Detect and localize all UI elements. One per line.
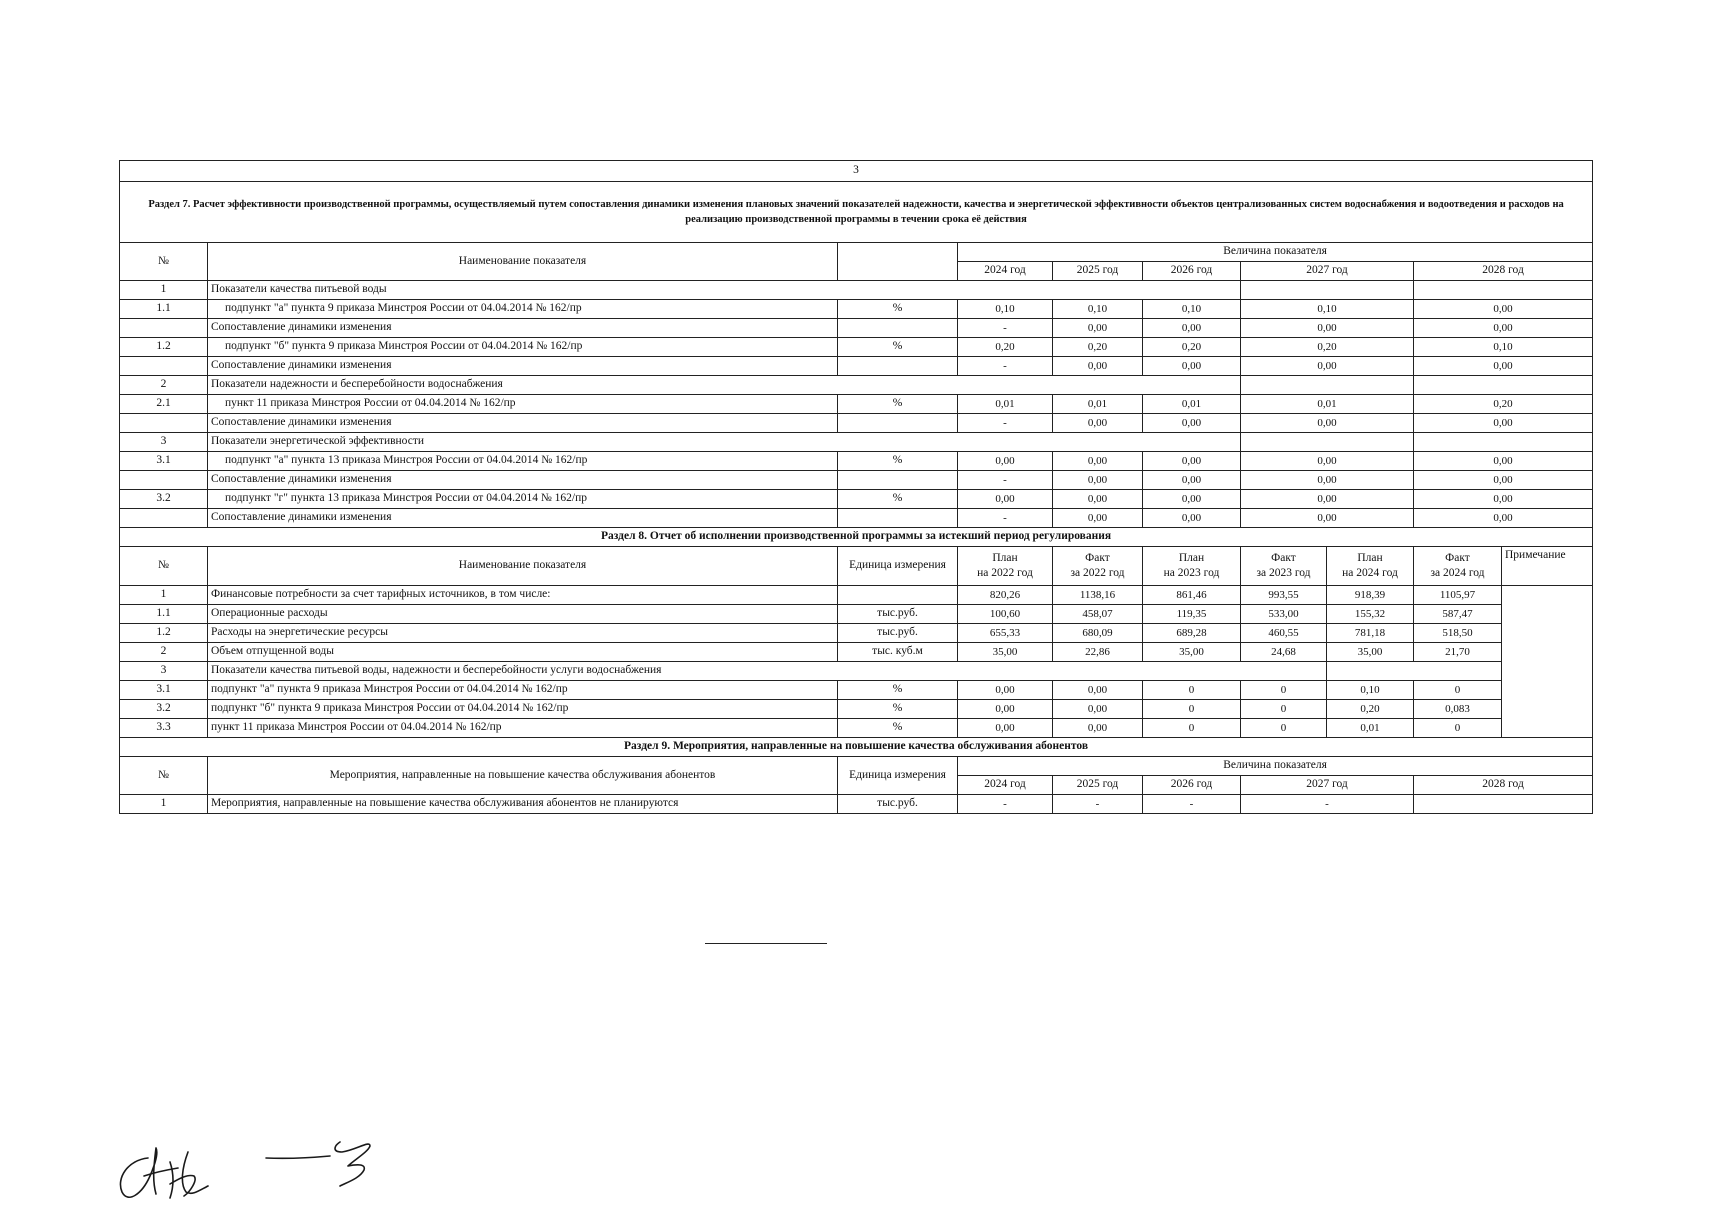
value-cell: 1138,16	[1053, 586, 1143, 605]
value-cell: 0,00	[1053, 357, 1143, 376]
value-cell: 0,00	[1053, 414, 1143, 433]
note-cell	[1502, 586, 1593, 738]
value-cell: 0	[1143, 681, 1241, 700]
indicator-name: подпункт "а" пункта 9 приказа Минстроя России от 04.04.2014 № 162/пр	[208, 300, 838, 319]
period-year: за 2022 год	[1070, 567, 1125, 579]
unit-cell	[838, 357, 958, 376]
unit-cell	[838, 319, 958, 338]
value-cell: 119,35	[1143, 605, 1241, 624]
value-cell: 0	[1143, 719, 1241, 738]
row-number	[120, 414, 208, 433]
value-cell: 0,00	[958, 700, 1053, 719]
indicator-row	[120, 300, 1593, 319]
indicator-name: пункт 11 приказа Минстроя России от 04.04.2014 № 162/пр	[208, 719, 838, 738]
value-cell: 533,00	[1241, 605, 1327, 624]
value-cell: 820,26	[958, 586, 1053, 605]
signature-1-stroke	[120, 1148, 208, 1198]
value-cell: 0,00	[1414, 300, 1593, 319]
row-number: 1.1	[120, 605, 208, 624]
indicator-row	[120, 490, 1593, 509]
value-cell: 0,00	[1241, 414, 1414, 433]
row-number: 3.2	[120, 700, 208, 719]
indicator-name: подпункт "б" пункта 9 приказа Минстроя России от 04.04.2014 № 162/пр	[208, 338, 838, 357]
unit-cell: %	[838, 700, 958, 719]
value-cell: 0	[1414, 681, 1502, 700]
value-cell: 0	[1241, 700, 1327, 719]
section-8-title-row	[120, 528, 1593, 547]
year-header: 2024 год	[958, 262, 1053, 281]
period-kind: План	[1357, 552, 1383, 565]
value-cell: 0,01	[958, 395, 1053, 414]
value-cell: 0,00	[958, 719, 1053, 738]
period-header	[1241, 547, 1327, 586]
value-cell: 0,01	[1053, 395, 1143, 414]
value-cell: 0,00	[1143, 490, 1241, 509]
value-cell: 0,00	[1143, 414, 1241, 433]
year-header: 2025 год	[1053, 776, 1143, 795]
value-cell: 0,00	[1143, 509, 1241, 528]
value-cell: 587,47	[1414, 605, 1502, 624]
report-row	[120, 719, 1593, 738]
indicator-row	[120, 414, 1593, 433]
value-cell: 0,20	[1414, 395, 1593, 414]
value-cell: 0,01	[1327, 719, 1414, 738]
empty-cell	[1414, 281, 1593, 300]
report-row	[120, 681, 1593, 700]
value-cell: 0,00	[1414, 509, 1593, 528]
value-cell: 0,00	[1414, 490, 1593, 509]
value-cell: 1105,97	[1414, 586, 1502, 605]
value-cell: -	[1143, 795, 1241, 814]
signature-2-stroke	[266, 1142, 370, 1186]
indicator-group-row	[120, 433, 1593, 452]
section-7-title-row	[120, 182, 1593, 243]
value-cell: 0,20	[958, 338, 1053, 357]
value-cell: 918,39	[1327, 586, 1414, 605]
value-cell: 0,00	[1143, 471, 1241, 490]
indicator-name: Сопоставление динамики изменения	[208, 357, 838, 376]
report-row	[120, 643, 1593, 662]
col-unit-header-empty	[838, 243, 958, 281]
value-cell: -	[958, 795, 1053, 814]
report-row	[120, 700, 1593, 719]
row-number	[120, 509, 208, 528]
period-header	[1414, 547, 1502, 586]
row-number: 1.2	[120, 338, 208, 357]
value-cell: 518,50	[1414, 624, 1502, 643]
value-cell: 0,10	[1143, 300, 1241, 319]
empty-cell	[1241, 433, 1414, 452]
value-cell: -	[958, 319, 1053, 338]
section-9-title-row	[120, 738, 1593, 757]
indicator-name: подпункт "а" пункта 9 приказа Минстроя России от 04.04.2014 № 162/пр	[208, 681, 838, 700]
section-8-title: Раздел 8. Отчет об исполнении производственной программы за истекший период регулирования	[120, 528, 1593, 547]
report-row	[120, 586, 1593, 605]
indicator-group-row	[120, 376, 1593, 395]
indicator-row	[120, 357, 1593, 376]
value-cell: 0,00	[1414, 357, 1593, 376]
value-cell: -	[958, 414, 1053, 433]
value-cell: 0,00	[1053, 452, 1143, 471]
row-number: 1	[120, 795, 208, 814]
unit-cell	[838, 414, 958, 433]
value-cell: 35,00	[1327, 643, 1414, 662]
year-header: 2027 год	[1241, 776, 1414, 795]
measure-row	[120, 795, 1593, 814]
period-year: за 2023 год	[1256, 567, 1311, 579]
unit-cell: %	[838, 395, 958, 414]
unit-cell: %	[838, 719, 958, 738]
unit-cell	[838, 586, 958, 605]
unit-cell: тыс.руб.	[838, 605, 958, 624]
unit-cell: %	[838, 452, 958, 471]
value-cell: 0,00	[958, 681, 1053, 700]
indicator-name: Расходы на энергетические ресурсы	[208, 624, 838, 643]
indicator-row	[120, 509, 1593, 528]
period-kind: План	[992, 552, 1018, 565]
value-cell: 458,07	[1053, 605, 1143, 624]
indicator-name: Сопоставление динамики изменения	[208, 414, 838, 433]
row-number: 1	[120, 586, 208, 605]
period-year: на 2022 год	[977, 567, 1033, 579]
unit-cell: тыс.руб.	[838, 795, 958, 814]
value-cell: 993,55	[1241, 586, 1327, 605]
empty-cell	[1241, 376, 1414, 395]
value-cell: 0,20	[1327, 700, 1414, 719]
unit-cell: тыс. куб.м	[838, 643, 958, 662]
year-header: 2027 год	[1241, 262, 1414, 281]
value-cell: 24,68	[1241, 643, 1327, 662]
period-header	[1053, 547, 1143, 586]
row-number: 1.2	[120, 624, 208, 643]
value-cell: 0,00	[1241, 471, 1414, 490]
period-kind: Факт	[1271, 552, 1296, 565]
measure-name: Мероприятия, направленные на повышение качества обслуживания абонентов не планируются	[208, 795, 838, 814]
group-name: Показатели качества питьевой воды, надежности и бесперебойности услуги водоснабжения	[208, 662, 1327, 681]
row-number: 3.3	[120, 719, 208, 738]
value-cell: 0,00	[1241, 509, 1414, 528]
value-cell: 35,00	[958, 643, 1053, 662]
row-number: 1	[120, 281, 208, 300]
value-cell: 0,00	[1241, 319, 1414, 338]
period-kind: Факт	[1445, 552, 1470, 565]
value-cell: 0,00	[1053, 719, 1143, 738]
indicator-name: Операционные расходы	[208, 605, 838, 624]
indicator-name: Сопоставление динамики изменения	[208, 471, 838, 490]
empty-cell	[1414, 376, 1593, 395]
row-number	[120, 471, 208, 490]
value-cell: 0,10	[1241, 300, 1414, 319]
value-cell: 0,00	[1053, 700, 1143, 719]
report-row	[120, 605, 1593, 624]
year-header: 2025 год	[1053, 262, 1143, 281]
indicator-row	[120, 395, 1593, 414]
value-cell: 0,00	[958, 452, 1053, 471]
value-cell: 0,00	[1241, 357, 1414, 376]
col-note-header: Примечание	[1502, 547, 1593, 586]
section-7-header-row-1	[120, 243, 1593, 262]
value-cell: 781,18	[1327, 624, 1414, 643]
value-cell: 680,09	[1053, 624, 1143, 643]
indicator-row	[120, 471, 1593, 490]
indicator-row	[120, 338, 1593, 357]
empty-cell	[1414, 433, 1593, 452]
value-cell: 0,20	[1143, 338, 1241, 357]
value-cell: -	[1053, 795, 1143, 814]
empty-cell	[1241, 281, 1414, 300]
end-of-document-line	[705, 943, 827, 944]
period-header	[1327, 547, 1414, 586]
row-number: 3	[120, 662, 208, 681]
col-number-header: №	[120, 757, 208, 795]
col-value-header: Величина показателя	[958, 243, 1593, 262]
value-cell: 0,083	[1414, 700, 1502, 719]
year-header: 2024 год	[958, 776, 1053, 795]
period-year: за 2024 год	[1430, 567, 1485, 579]
value-cell: 100,60	[958, 605, 1053, 624]
empty-cell	[1327, 662, 1502, 681]
indicator-name: Сопоставление динамики изменения	[208, 319, 838, 338]
value-cell: 0,01	[1241, 395, 1414, 414]
value-cell: 22,86	[1053, 643, 1143, 662]
row-number: 3	[120, 433, 208, 452]
row-number: 3.1	[120, 452, 208, 471]
report-group-row	[120, 662, 1593, 681]
value-cell: 861,46	[1143, 586, 1241, 605]
value-cell: 0,10	[958, 300, 1053, 319]
section-8-header-row	[120, 547, 1593, 586]
value-cell: 0	[1414, 719, 1502, 738]
value-cell: 0,00	[958, 490, 1053, 509]
value-cell: 0,00	[1053, 490, 1143, 509]
value-cell: 0,10	[1414, 338, 1593, 357]
value-cell: -	[958, 509, 1053, 528]
year-header: 2028 год	[1414, 262, 1593, 281]
value-cell: 0,01	[1143, 395, 1241, 414]
value-cell: 0,00	[1414, 319, 1593, 338]
indicator-name: Сопоставление динамики изменения	[208, 509, 838, 528]
group-name: Показатели энергетической эффективности	[208, 433, 1241, 452]
col-name-header: Мероприятия, направленные на повышение качества обслуживания абонентов	[208, 757, 838, 795]
document-table-body	[120, 161, 1593, 814]
value-cell: 0,00	[1414, 471, 1593, 490]
indicator-group-row	[120, 281, 1593, 300]
value-cell: -	[958, 357, 1053, 376]
value-cell: -	[1241, 795, 1414, 814]
value-cell: 0,00	[1241, 490, 1414, 509]
group-name: Показатели надежности и бесперебойности водоснабжения	[208, 376, 1241, 395]
value-cell: 460,55	[1241, 624, 1327, 643]
row-number: 1.1	[120, 300, 208, 319]
indicator-row	[120, 319, 1593, 338]
period-year: на 2024 год	[1342, 567, 1398, 579]
indicator-name: Финансовые потребности за счет тарифных источников, в том числе:	[208, 586, 838, 605]
year-header: 2026 год	[1143, 776, 1241, 795]
unit-cell: %	[838, 490, 958, 509]
section-9-title: Раздел 9. Мероприятия, направленные на повышение качества обслуживания абонентов	[120, 738, 1593, 757]
row-number	[120, 357, 208, 376]
report-row	[120, 624, 1593, 643]
value-cell: 0,10	[1053, 300, 1143, 319]
value-cell: 155,32	[1327, 605, 1414, 624]
period-kind: Факт	[1085, 552, 1110, 565]
value-cell: 21,70	[1414, 643, 1502, 662]
period-header	[1143, 547, 1241, 586]
col-unit-header: Единица измерения	[838, 757, 958, 795]
page-number-row	[120, 161, 1593, 182]
col-value-header: Величина показателя	[958, 757, 1593, 776]
section-9-header-row-1	[120, 757, 1593, 776]
value-cell: 0,00	[1053, 509, 1143, 528]
value-cell	[1414, 795, 1593, 814]
unit-cell: тыс.руб.	[838, 624, 958, 643]
section-7-title: Раздел 7. Расчет эффективности производственной программы, осуществляемый путем сопоставления динамики изменения плановых значений показателей надежности, качества и энергетической эффективности объектов централизованных систем водоснабжения и водоотведения и расходов на реализацию производственной программы в течении срока её действия	[120, 182, 1593, 243]
value-cell: 0,00	[1053, 319, 1143, 338]
unit-cell: %	[838, 300, 958, 319]
year-header: 2026 год	[1143, 262, 1241, 281]
col-number-header: №	[120, 243, 208, 281]
group-name: Показатели качества питьевой воды	[208, 281, 1241, 300]
value-cell: 0,00	[1053, 471, 1143, 490]
unit-cell: %	[838, 681, 958, 700]
value-cell: 0,00	[1414, 414, 1593, 433]
value-cell: 0	[1241, 681, 1327, 700]
value-cell: 0,20	[1053, 338, 1143, 357]
period-kind: План	[1178, 552, 1205, 565]
row-number	[120, 319, 208, 338]
year-header: 2028 год	[1414, 776, 1593, 795]
col-name-header: Наименование показателя	[208, 243, 838, 281]
indicator-row	[120, 452, 1593, 471]
indicator-name: подпункт "б" пункта 9 приказа Минстроя России от 04.04.2014 № 162/пр	[208, 700, 838, 719]
document-table	[119, 160, 1593, 814]
row-number: 3.1	[120, 681, 208, 700]
value-cell: 0,00	[1414, 452, 1593, 471]
col-name-header: Наименование показателя	[208, 547, 838, 586]
row-number: 2	[120, 643, 208, 662]
row-number: 2	[120, 376, 208, 395]
value-cell: 0,10	[1327, 681, 1414, 700]
unit-cell	[838, 509, 958, 528]
row-number: 3.2	[120, 490, 208, 509]
value-cell: 0,00	[1143, 357, 1241, 376]
value-cell: 0,20	[1241, 338, 1414, 357]
value-cell: 0,00	[1241, 452, 1414, 471]
value-cell: 0,00	[1143, 452, 1241, 471]
value-cell: -	[958, 471, 1053, 490]
col-number-header: №	[120, 547, 208, 586]
value-cell: 0	[1241, 719, 1327, 738]
value-cell: 35,00	[1143, 643, 1241, 662]
unit-cell: %	[838, 338, 958, 357]
value-cell: 0	[1143, 700, 1241, 719]
col-unit-header: Единица измерения	[838, 547, 958, 586]
page-number: 3	[120, 161, 1593, 182]
value-cell: 689,28	[1143, 624, 1241, 643]
indicator-name: пункт 11 приказа Минстроя России от 04.04.2014 № 162/пр	[208, 395, 838, 414]
period-year: на 2023 год	[1163, 567, 1220, 579]
unit-cell	[838, 471, 958, 490]
value-cell: 0,00	[1143, 319, 1241, 338]
indicator-name: Объем отпущенной воды	[208, 643, 838, 662]
value-cell: 655,33	[958, 624, 1053, 643]
indicator-name: подпункт "а" пункта 13 приказа Минстроя России от 04.04.2014 № 162/пр	[208, 452, 838, 471]
period-header	[958, 547, 1053, 586]
row-number: 2.1	[120, 395, 208, 414]
indicator-name: подпункт "г" пункта 13 приказа Минстроя России от 04.04.2014 № 162/пр	[208, 490, 838, 509]
value-cell: 0,00	[1053, 681, 1143, 700]
handwritten-signatures	[108, 1118, 428, 1218]
